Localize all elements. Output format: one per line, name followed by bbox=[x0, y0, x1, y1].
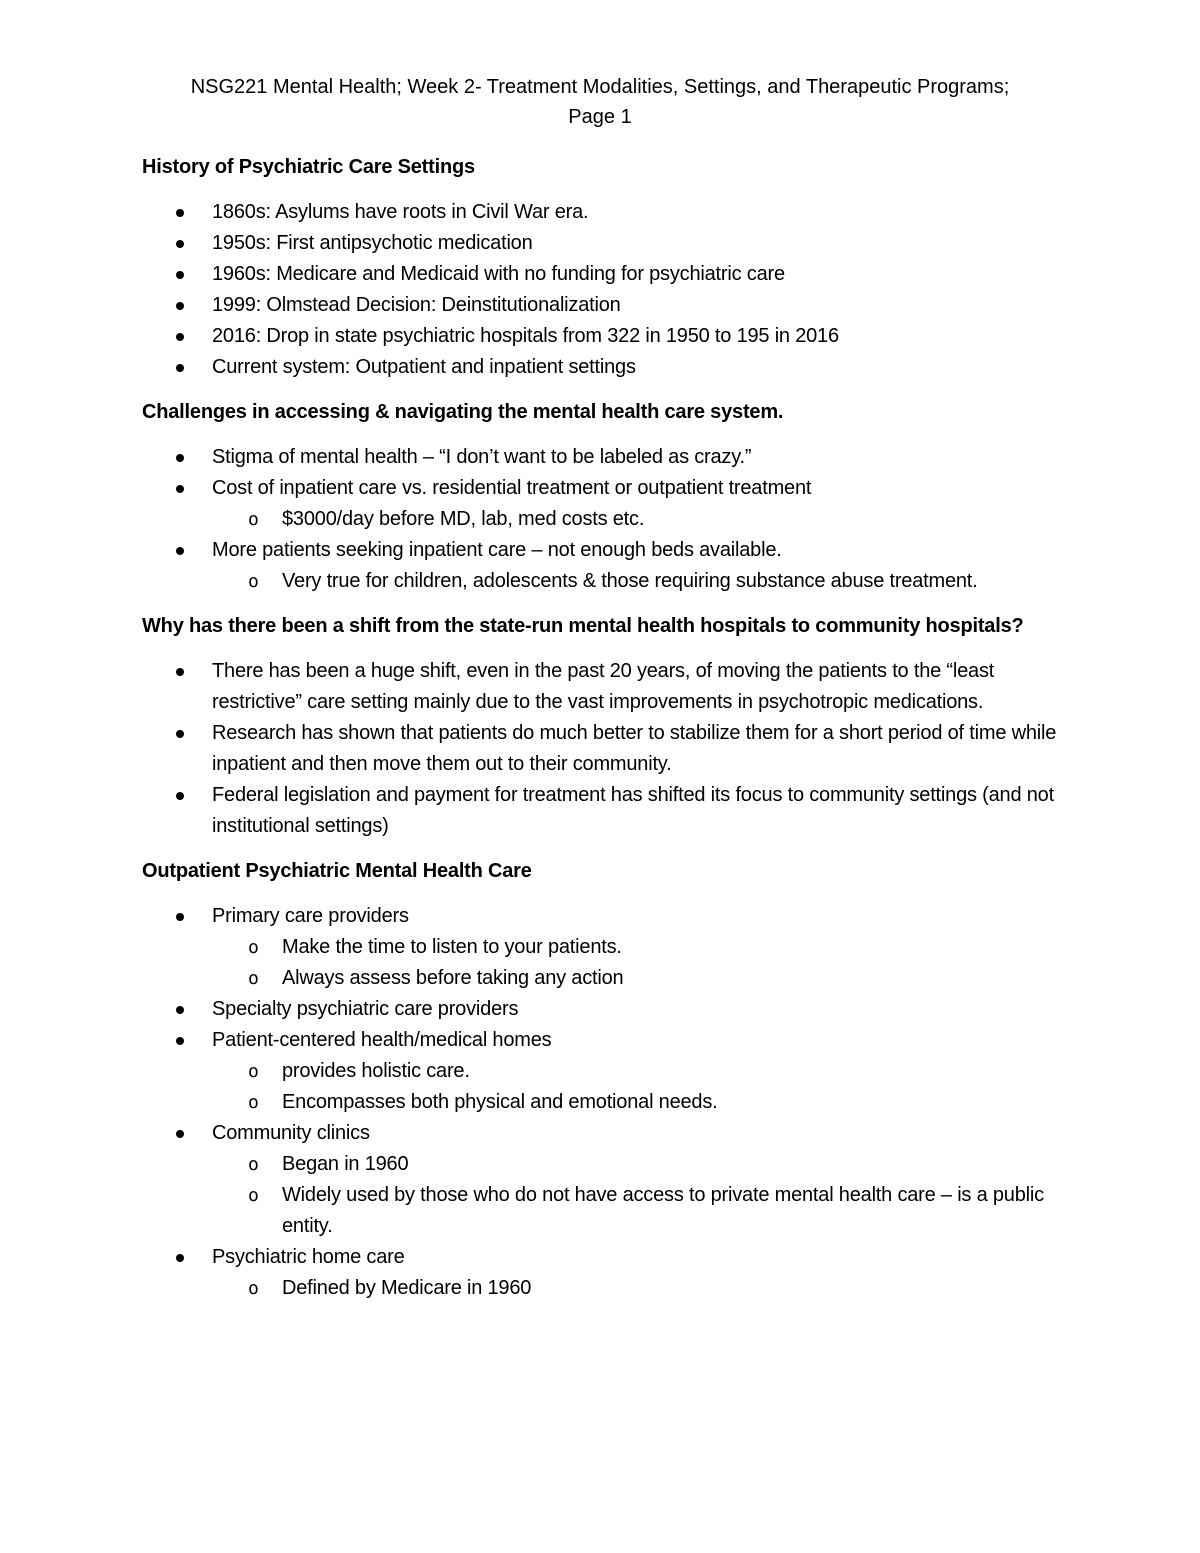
list-item: 1999: Olmstead Decision: Deinstitutionalization bbox=[142, 290, 1080, 321]
section-heading: Outpatient Psychiatric Mental Health Care bbox=[142, 860, 532, 882]
document-body bbox=[142, 152, 1080, 1304]
list-item: Research has shown that patients do much better to stabilize them for a short period of time while inpatient and then move them out to their community. bbox=[142, 718, 1080, 780]
page-header bbox=[142, 72, 1058, 132]
sub-list-item: o provides holistic care. bbox=[142, 1056, 1080, 1087]
sub-list-item: o Encompasses both physical and emotional needs. bbox=[142, 1087, 1080, 1118]
bullet-list bbox=[142, 442, 1080, 597]
sub-list-item: o $3000/day before MD, lab, med costs etc. bbox=[142, 504, 1080, 535]
bullet-list bbox=[142, 901, 1080, 1304]
header-page-number: Page 1 bbox=[568, 106, 632, 128]
list-item: 1950s: First antipsychotic medication bbox=[142, 228, 1080, 259]
header-title: NSG221 Mental Health; Week 2- Treatment Modalities, Settings, and Therapeutic Programs; bbox=[190, 76, 1010, 98]
list-item: Primary care providers bbox=[142, 901, 1080, 932]
section-heading: History of Psychiatric Care Settings bbox=[142, 156, 475, 178]
list-item: Cost of inpatient care vs. residential treatment or outpatient treatment bbox=[142, 473, 1080, 504]
list-item: Specialty psychiatric care providers bbox=[142, 994, 1080, 1025]
list-item: More patients seeking inpatient care – not enough beds available. bbox=[142, 535, 1080, 566]
list-item: Federal legislation and payment for treatment has shifted its focus to community settings (and not institutional settings) bbox=[142, 780, 1080, 842]
list-item: Stigma of mental health – “I don’t want to be labeled as crazy.” bbox=[142, 442, 1080, 473]
bullet-list bbox=[142, 656, 1080, 842]
list-item: Psychiatric home care bbox=[142, 1242, 1080, 1273]
sub-list-item: o Make the time to listen to your patients. bbox=[142, 932, 1080, 963]
bullet-list bbox=[142, 197, 1080, 383]
sub-list-item: o Defined by Medicare in 1960 bbox=[142, 1273, 1080, 1304]
list-item: Patient-centered health/medical homes bbox=[142, 1025, 1080, 1056]
list-item: Community clinics bbox=[142, 1118, 1080, 1149]
sub-list-item: o Widely used by those who do not have access to private mental health care – is a public entity. bbox=[142, 1180, 1080, 1242]
list-item: There has been a huge shift, even in the past 20 years, of moving the patients to the “least restrictive” care setting mainly due to the vast improvements in psychotropic medications. bbox=[142, 656, 1080, 718]
sub-list-item: o Began in 1960 bbox=[142, 1149, 1080, 1180]
list-item: 2016: Drop in state psychiatric hospitals from 322 in 1950 to 195 in 2016 bbox=[142, 321, 1080, 352]
list-item: Current system: Outpatient and inpatient settings bbox=[142, 352, 1080, 383]
sub-list-item: o Always assess before taking any action bbox=[142, 963, 1080, 994]
section-heading: Why has there been a shift from the state-run mental health hospitals to community hospitals? bbox=[142, 615, 1024, 637]
sub-list-item: o Very true for children, adolescents & those requiring substance abuse treatment. bbox=[142, 566, 1080, 597]
list-item: 1960s: Medicare and Medicaid with no funding for psychiatric care bbox=[142, 259, 1080, 290]
list-item: 1860s: Asylums have roots in Civil War era. bbox=[142, 197, 1080, 228]
section-heading: Challenges in accessing & navigating the mental health care system. bbox=[142, 401, 784, 423]
